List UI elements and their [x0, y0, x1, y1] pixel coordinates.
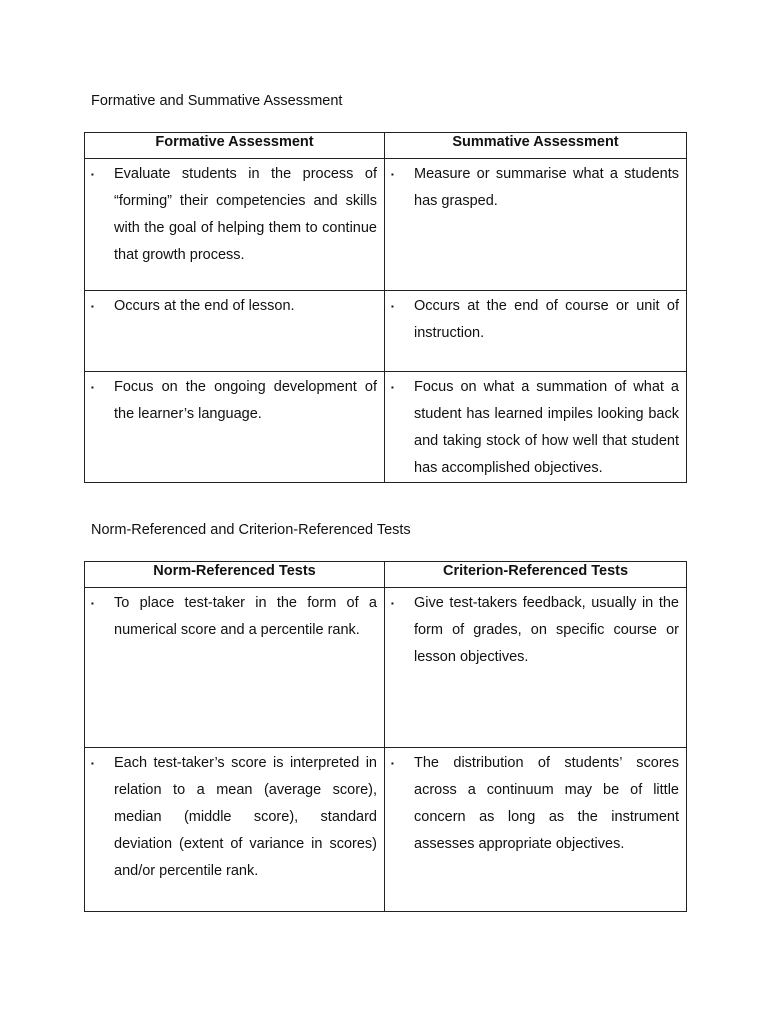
column-header-summative: Summative Assessment: [385, 133, 687, 159]
norm-referenced-cell: [85, 588, 385, 748]
list-item: [91, 374, 377, 428]
bullet-icon: ▪: [391, 599, 394, 608]
section-title-tests: Norm-Referenced and Criterion-Referenced Tests: [91, 522, 411, 538]
bullet-icon: ▪: [91, 759, 94, 768]
formative-cell: [85, 159, 385, 291]
summative-item-text: Occurs at the end of course or unit of instruction.: [414, 298, 679, 341]
summative-cell: [385, 372, 687, 483]
criterion-referenced-item-text: The distribution of students’ scores across a continuum may be of little concern as long as the instrument assesses appropriate objectives.: [414, 755, 679, 852]
list-item: [91, 750, 377, 885]
bullet-icon: ▪: [91, 599, 94, 608]
formative-item-text: Focus on the ongoing development of the learner’s language.: [114, 379, 377, 422]
formative-cell: [85, 291, 385, 372]
table-row: [85, 588, 687, 748]
bullet-icon: ▪: [391, 170, 394, 179]
table-row: [85, 291, 687, 372]
column-header-criterion-referenced: Criterion-Referenced Tests: [385, 562, 687, 588]
bullet-icon: ▪: [391, 759, 394, 768]
bullet-icon: ▪: [91, 170, 94, 179]
assessment-comparison-table: [84, 132, 687, 483]
summative-item-text: Measure or summarise what a students has grasped.: [414, 166, 679, 209]
tests-comparison-table: [84, 561, 687, 912]
formative-item-text: Occurs at the end of lesson.: [114, 298, 295, 314]
list-item: [91, 293, 377, 320]
summative-cell: [385, 159, 687, 291]
list-item: [391, 374, 679, 482]
list-item: [391, 293, 679, 347]
summative-cell: [385, 291, 687, 372]
formative-cell: [85, 372, 385, 483]
column-header-norm-referenced: Norm-Referenced Tests: [85, 562, 385, 588]
bullet-icon: ▪: [91, 383, 94, 392]
list-item: [391, 750, 679, 858]
criterion-referenced-cell: [385, 588, 687, 748]
norm-referenced-item-text: Each test-taker’s score is interpreted in relation to a mean (average score), median (middle score), standard deviation (extent of variance in scores) and/or percentile rank.: [114, 755, 377, 879]
formative-item-text: Evaluate students in the process of “forming” their competencies and skills with the goal of helping them to continue that growth process.: [114, 166, 377, 263]
norm-referenced-cell: [85, 748, 385, 912]
summative-item-text: Focus on what a summation of what a student has learned impiles looking back and taking stock of how well that student has accomplished objectives.: [414, 379, 679, 476]
bullet-icon: ▪: [91, 302, 94, 311]
table-row: [85, 748, 687, 912]
table-row: [85, 372, 687, 483]
list-item: [391, 161, 679, 215]
list-item: [91, 590, 377, 644]
list-item: [391, 590, 679, 671]
list-item: [91, 161, 377, 269]
column-header-formative: Formative Assessment: [85, 133, 385, 159]
bullet-icon: ▪: [391, 383, 394, 392]
criterion-referenced-cell: [385, 748, 687, 912]
table-row: [85, 159, 687, 291]
bullet-icon: ▪: [391, 302, 394, 311]
table-header-row: [85, 133, 687, 159]
criterion-referenced-item-text: Give test-takers feedback, usually in the form of grades, on specific course or lesson objectives.: [414, 595, 679, 665]
table-header-row: [85, 562, 687, 588]
section-title-assessment: Formative and Summative Assessment: [91, 93, 343, 109]
norm-referenced-item-text: To place test-taker in the form of a numerical score and a percentile rank.: [114, 595, 377, 638]
